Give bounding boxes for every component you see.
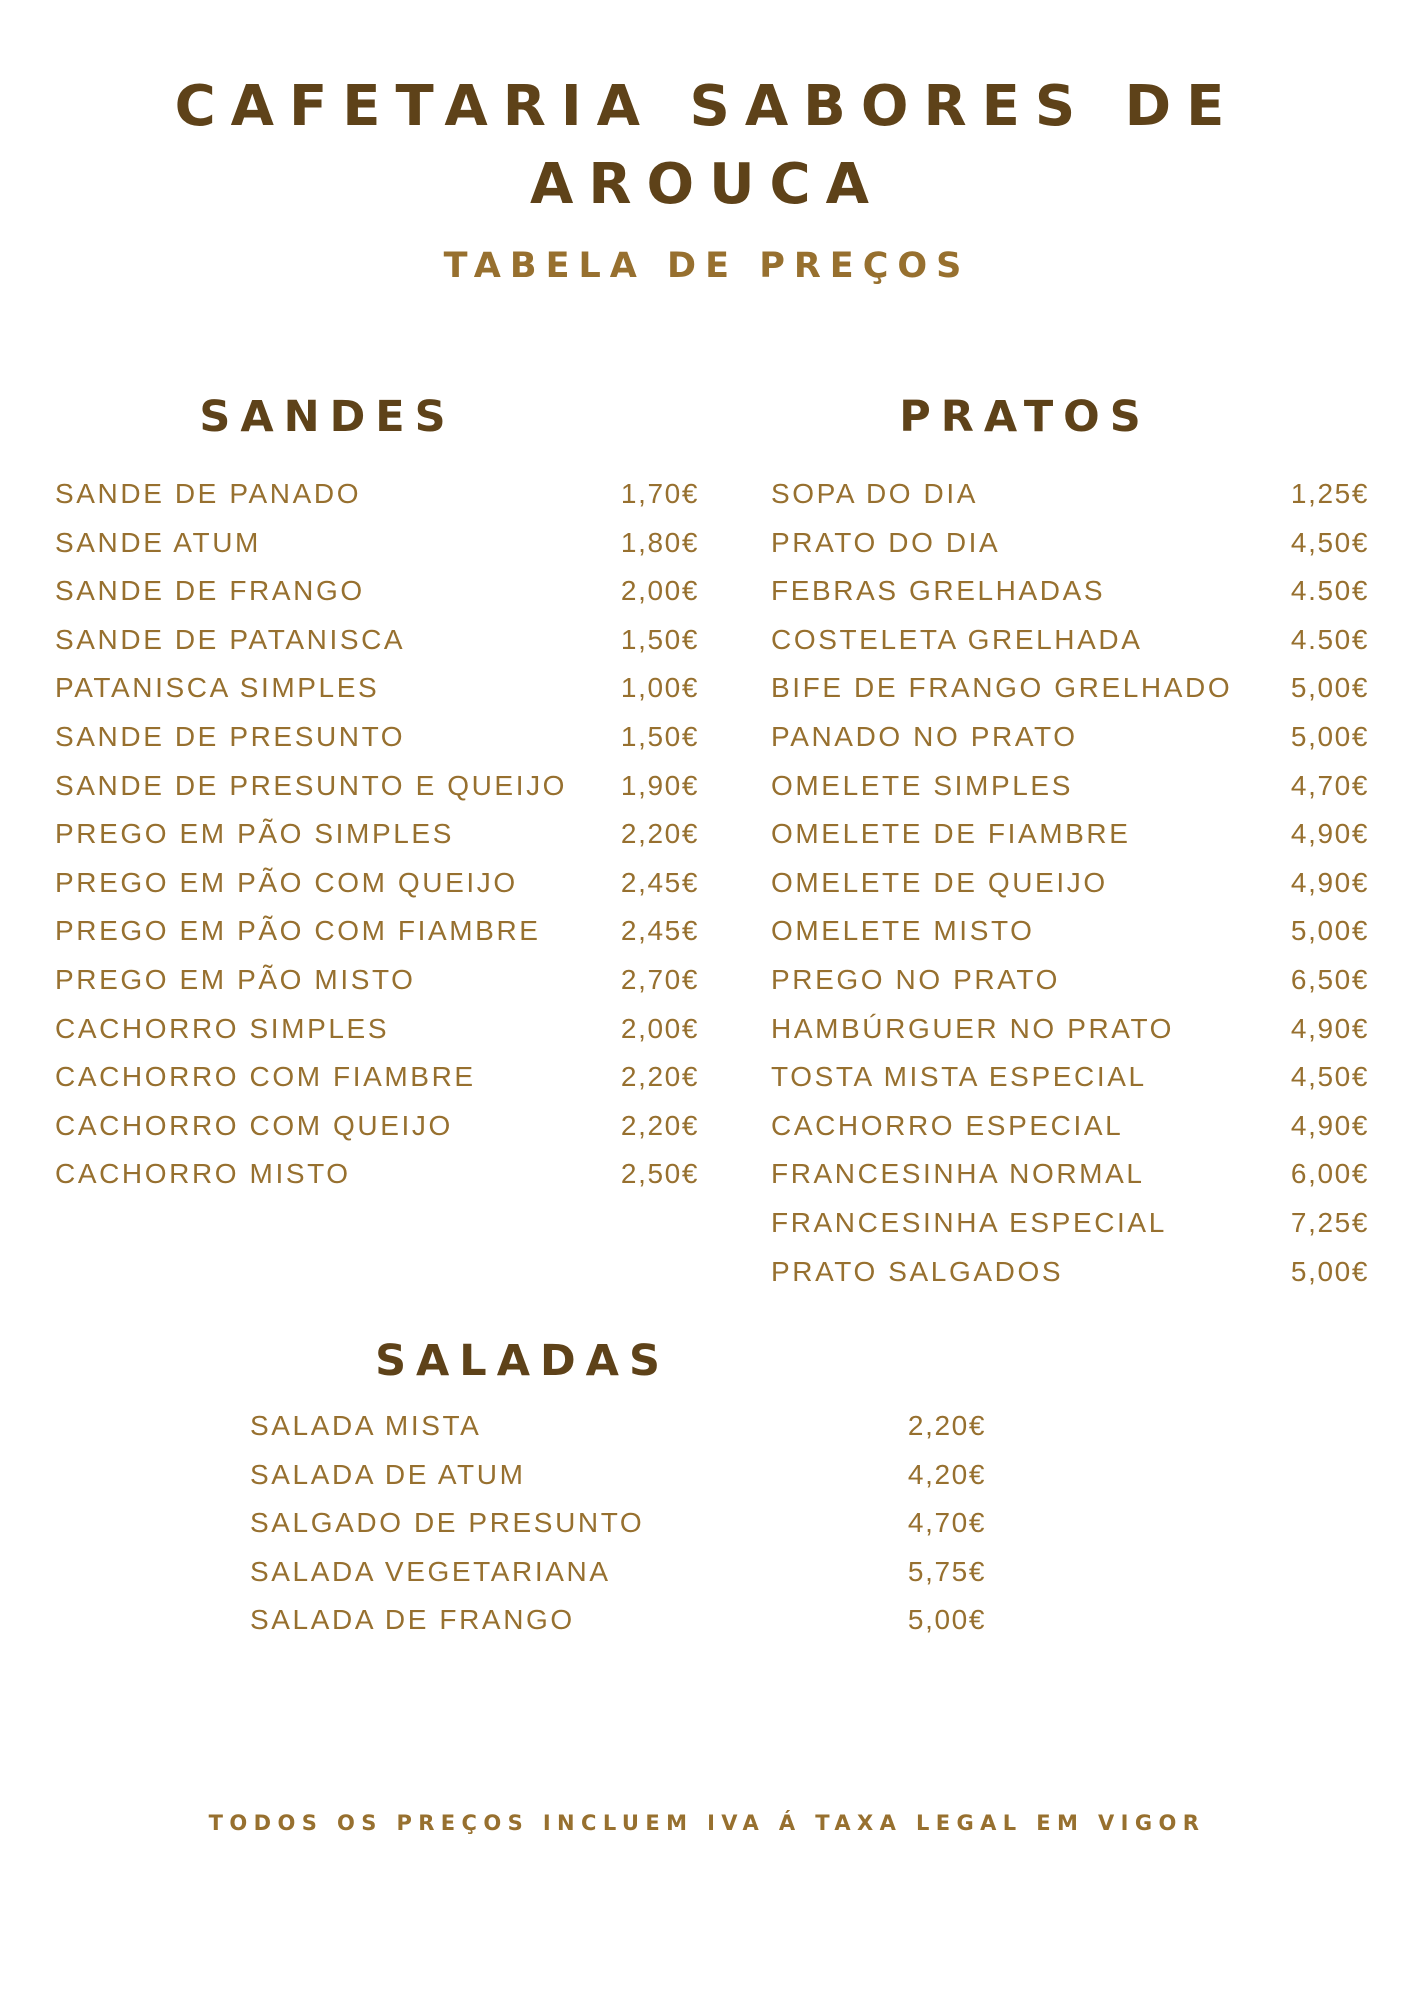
menu-item: [771, 573, 1369, 622]
item-price: 4.50€: [1290, 623, 1369, 655]
menu-item: [771, 865, 1369, 914]
item-price: 4,90€: [1290, 1109, 1369, 1141]
title-line-1: CAFETARIA SABORES DE: [174, 74, 1240, 139]
item-price: 4,50€: [1290, 1061, 1369, 1093]
menu-item: [55, 525, 699, 574]
item-price: 1,90€: [620, 769, 699, 801]
item-price: 4,70€: [907, 1507, 986, 1539]
item-price: 2,00€: [620, 575, 699, 607]
menu-item: [55, 719, 699, 768]
menu-item: [771, 1108, 1369, 1157]
item-price: 1,25€: [1290, 478, 1369, 509]
item-name: SANDE DE PRESUNTO E QUEIJO: [55, 769, 568, 801]
item-name: CACHORRO COM FIAMBRE: [55, 1061, 476, 1093]
item-price: 2,50€: [620, 1158, 699, 1190]
item-price: 4,70€: [1290, 769, 1369, 801]
item-name: PRATO DO DIA: [771, 526, 1001, 558]
item-price: 1,80€: [620, 526, 699, 558]
menu-item: [771, 476, 1369, 525]
pratos-list: [771, 476, 1369, 1302]
item-name: FRANCESINHA NORMAL: [771, 1158, 1145, 1190]
menu-item: [771, 1059, 1369, 1108]
menu-item: [55, 1156, 699, 1205]
item-name: OMELETE DE QUEIJO: [771, 866, 1108, 898]
item-price: 1,00€: [620, 672, 699, 704]
item-name: SANDE ATUM: [55, 526, 261, 558]
item-price: 4,90€: [1290, 818, 1369, 850]
menu-item: [771, 1156, 1369, 1205]
menu-item: [55, 816, 699, 865]
item-price: 5,00€: [907, 1604, 986, 1636]
item-name: PREGO EM PÃO SIMPLES: [55, 818, 454, 850]
menu-item: [250, 1554, 986, 1603]
item-name: SALADA DE ATUM: [250, 1458, 526, 1490]
item-name: FEBRAS GRELHADAS: [771, 575, 1106, 607]
item-price: 4,90€: [1290, 866, 1369, 898]
item-name: TOSTA MISTA ESPECIAL: [771, 1061, 1147, 1093]
sandes-list: [55, 476, 699, 1205]
item-name: SALGADO DE PRESUNTO: [250, 1507, 645, 1539]
item-price: 5,75€: [907, 1555, 986, 1587]
menu-item: [250, 1408, 986, 1457]
item-price: 7,25€: [1290, 1206, 1369, 1238]
menu-item: [55, 670, 699, 719]
item-name: SALADA MISTA: [250, 1410, 482, 1441]
item-name: HAMBÚRGUER NO PRATO: [771, 1012, 1175, 1044]
item-price: 2,20€: [620, 1061, 699, 1093]
item-name: OMELETE MISTO: [771, 915, 1035, 947]
saladas-list: [250, 1408, 986, 1651]
item-price: 2,00€: [620, 1012, 699, 1044]
item-price: 6,50€: [1290, 963, 1369, 995]
section-title-sandes: SANDES: [199, 392, 456, 442]
title-line-2: AROUCA: [530, 152, 884, 217]
item-price: 2,45€: [620, 866, 699, 898]
item-name: BIFE DE FRANGO GRELHADO: [771, 672, 1233, 704]
item-name: PREGO EM PÃO MISTO: [55, 963, 416, 995]
item-price: 5,00€: [1290, 720, 1369, 752]
menu-item: [771, 622, 1369, 671]
section-title-pratos: PRATOS: [899, 392, 1151, 442]
menu-item: [250, 1505, 986, 1554]
menu-item: [771, 1205, 1369, 1254]
item-price: 4,50€: [1290, 526, 1369, 558]
item-price: 5,00€: [1290, 1255, 1369, 1287]
menu-item: [250, 1457, 986, 1506]
item-name: PANADO NO PRATO: [771, 720, 1078, 752]
item-name: OMELETE SIMPLES: [771, 769, 1073, 801]
menu-item: [771, 913, 1369, 962]
item-name: SANDE DE PRESUNTO: [55, 720, 406, 752]
section-title-saladas: SALADAS: [375, 1336, 670, 1386]
menu-item: [771, 1011, 1369, 1060]
item-price: 5,00€: [1290, 672, 1369, 704]
footer-note: TODOS OS PREÇOS INCLUEM IVA Á TAXA LEGAL EM VIGOR: [208, 1811, 1206, 1835]
menu-item: [771, 1254, 1369, 1303]
page-title: [0, 68, 1414, 224]
menu-item: [55, 962, 699, 1011]
item-name: SANDE DE FRANGO: [55, 575, 365, 607]
menu-item: [55, 622, 699, 671]
item-name: SALADA DE FRANGO: [250, 1604, 575, 1636]
menu-item: [55, 1108, 699, 1157]
item-name: CACHORRO ESPECIAL: [771, 1109, 1124, 1141]
item-price: 2,20€: [620, 818, 699, 850]
item-name: FRANCESINHA ESPECIAL: [771, 1206, 1167, 1238]
item-name: PREGO NO PRATO: [771, 963, 1060, 995]
item-name: CACHORRO MISTO: [55, 1158, 351, 1190]
page-subtitle: TABELA DE PREÇOS: [443, 246, 971, 286]
item-name: SOPA DO DIA: [771, 478, 979, 509]
menu-item: [55, 1011, 699, 1060]
menu-item: [771, 962, 1369, 1011]
item-name: PREGO EM PÃO COM QUEIJO: [55, 866, 518, 898]
item-price: 6,00€: [1290, 1158, 1369, 1190]
menu-item: [771, 670, 1369, 719]
item-price: 4.50€: [1290, 575, 1369, 607]
item-price: 2,20€: [907, 1410, 986, 1441]
item-name: CACHORRO COM QUEIJO: [55, 1109, 453, 1141]
menu-item: [55, 1059, 699, 1108]
item-price: 1,50€: [620, 720, 699, 752]
item-name: SANDE DE PATANISCA: [55, 623, 406, 655]
item-name: CACHORRO SIMPLES: [55, 1012, 390, 1044]
item-name: OMELETE DE FIAMBRE: [771, 818, 1131, 850]
item-price: 2,20€: [620, 1109, 699, 1141]
item-price: 1,50€: [620, 623, 699, 655]
menu-item: [771, 768, 1369, 817]
menu-item: [771, 816, 1369, 865]
item-price: 2,45€: [620, 915, 699, 947]
item-name: SALADA VEGETARIANA: [250, 1555, 611, 1587]
menu-item: [771, 525, 1369, 574]
item-price: 5,00€: [1290, 915, 1369, 947]
menu-item: [55, 913, 699, 962]
menu-item: [55, 573, 699, 622]
menu-item: [55, 865, 699, 914]
menu-item: [55, 476, 699, 525]
item-name: SANDE DE PANADO: [55, 478, 362, 509]
item-price: 4,90€: [1290, 1012, 1369, 1044]
item-price: 1,70€: [620, 478, 699, 509]
menu-item: [250, 1602, 986, 1651]
item-name: COSTELETA GRELHADA: [771, 623, 1143, 655]
item-price: 4,20€: [907, 1458, 986, 1490]
item-price: 2,70€: [620, 963, 699, 995]
menu-item: [771, 719, 1369, 768]
menu-item: [55, 768, 699, 817]
item-name: PREGO EM PÃO COM FIAMBRE: [55, 915, 541, 947]
item-name: PATANISCA SIMPLES: [55, 672, 380, 704]
item-name: PRATO SALGADOS: [771, 1255, 1064, 1287]
